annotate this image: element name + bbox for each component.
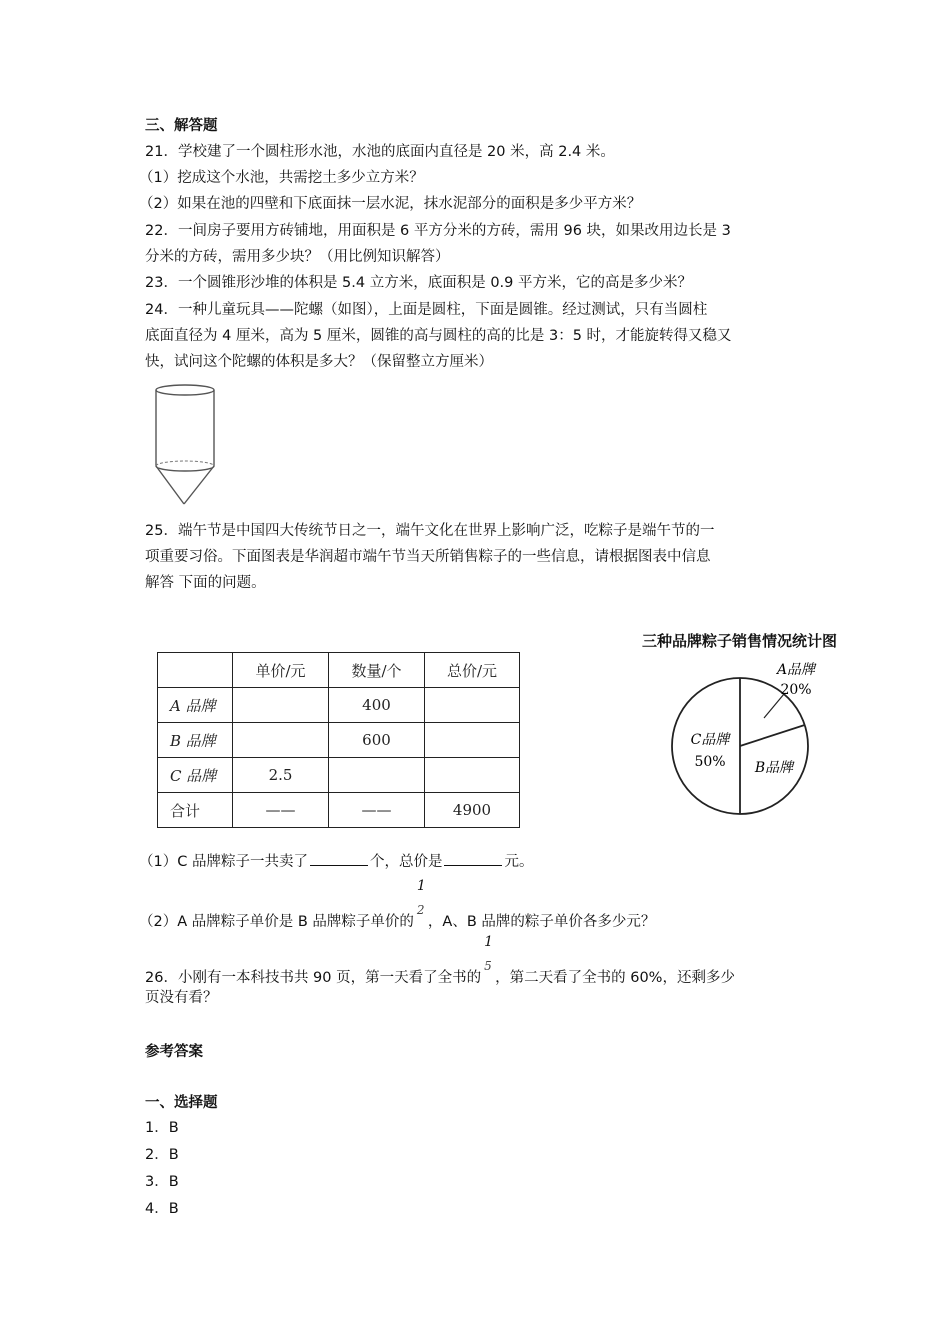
q26-text-a: 26．小刚有一本科技书共 90 页，第一天看了全书的 xyxy=(145,970,482,986)
fraction-numerator: 1 xyxy=(484,934,494,950)
fraction-denominator: 5 xyxy=(484,959,492,973)
question-26-line-2: 页没有看？ xyxy=(145,990,218,1006)
answers-section-heading: 一、选择题 xyxy=(145,1095,218,1111)
table-cell: 400 xyxy=(329,688,425,723)
question-22-line-2: 分米的方砖，需用多少块？（用比例知识解答） xyxy=(145,249,450,265)
question-25-part-2 xyxy=(139,878,656,932)
answer-item: 3．B xyxy=(145,1174,179,1190)
q26-text-b: ，第二天看了全书的 60%，还剩多少 xyxy=(495,970,735,986)
table-row xyxy=(158,758,520,793)
table-cell xyxy=(233,688,329,723)
table-header-row xyxy=(158,653,520,688)
answer-blank-total[interactable] xyxy=(444,851,502,866)
slice-label-a: A品牌 xyxy=(776,662,816,678)
fraction-one-fifth xyxy=(481,934,495,982)
table-cell xyxy=(425,723,520,758)
slice-pct-a: 20% xyxy=(780,682,812,698)
answer-blank-count[interactable] xyxy=(310,851,368,866)
table-header-cell xyxy=(158,653,233,688)
table-row xyxy=(158,793,520,828)
q25-part2-text-b: ，A、B 品牌的粽子单价各多少元？ xyxy=(427,914,656,930)
table-cell xyxy=(233,723,329,758)
table-header-cell: 单价/元 xyxy=(233,653,329,688)
table-header-cell: 数量/个 xyxy=(329,653,425,688)
table-cell: —— xyxy=(329,793,425,828)
question-25-line-1: 25．端午节是中国四大传统节日之一，端午文化在世界上影响广泛，吃粽子是端午节的一 xyxy=(145,523,715,539)
table-row-label: A 品牌 xyxy=(158,688,233,723)
fraction-denominator: 2 xyxy=(416,903,425,917)
table-row-label: C 品牌 xyxy=(158,758,233,793)
question-25-part-1 xyxy=(139,851,533,872)
table-row xyxy=(158,688,520,723)
question-24-line-2: 底面直径为 4 厘米，高为 5 厘米，圆锥的高与圆柱的高的比是 3：5 时，才能旋转得又稳又 xyxy=(145,328,732,344)
question-25-line-3: 解答 下面的问题。 xyxy=(145,575,266,591)
question-25-line-2: 项重要习俗。下面图表是华润超市端午节当天所销售粽子的一些信息，请根据图表中信息 xyxy=(145,549,711,565)
table-row xyxy=(158,723,520,758)
table-cell xyxy=(425,758,520,793)
answers-title: 参考答案 xyxy=(145,1044,203,1060)
table-row-label: 合计 xyxy=(158,793,233,828)
question-24-line-3: 快，试问这个陀螺的体积是多大？（保留整立方厘米） xyxy=(145,354,493,370)
sales-table xyxy=(157,652,520,828)
q25-part1-text-a: （1）C 品牌粽子一共卖了 xyxy=(139,854,308,870)
spinning-top-figure xyxy=(150,382,220,508)
section-heading: 三、解答题 xyxy=(145,118,218,134)
fraction-numerator: 1 xyxy=(416,878,426,894)
question-21: 21．学校建了一个圆柱形水池，水池的底面内直径是 20 米，高 2.4 米。 xyxy=(145,144,615,160)
answer-item: 2．B xyxy=(145,1147,179,1163)
table-cell xyxy=(425,688,520,723)
question-24-line-1: 24．一种儿童玩具——陀螺（如图），上面是圆柱，下面是圆锥。经过测试，只有当圆柱 xyxy=(145,302,708,318)
q25-part2-text-a: （2）A 品牌粽子单价是 B 品牌粽子单价的 xyxy=(139,914,414,930)
table-cell: 4900 xyxy=(425,793,520,828)
answer-item: 1．B xyxy=(145,1120,179,1136)
slice-label-c: C品牌 xyxy=(690,732,730,748)
pie-chart-title: 三种品牌粽子销售情况统计图 xyxy=(642,632,838,650)
table-cell: 2.5 xyxy=(233,758,329,793)
q25-part1-text-c: 元。 xyxy=(504,854,534,870)
table-row-label: B 品牌 xyxy=(158,723,233,758)
question-21-part-1: （1）挖成这个水池，共需挖土多少立方米？ xyxy=(139,170,424,186)
pie-slice-boundary-B品牌 xyxy=(740,725,805,746)
answer-item: 4．B xyxy=(145,1201,179,1217)
pie-chart xyxy=(664,650,834,822)
question-26-line-1 xyxy=(145,934,735,988)
slice-label-b: B品牌 xyxy=(754,760,794,776)
table-header-cell: 总价/元 xyxy=(425,653,520,688)
question-22-line-1: 22．一间房子要用方砖铺地，用面积是 6 平方分米的方砖，需用 96 块，如果改用边长是 3 xyxy=(145,223,731,239)
table-cell: 600 xyxy=(329,723,425,758)
question-21-part-2: （2）如果在池的四壁和下底面抹一层水泥，抹水泥部分的面积是多少平方米？ xyxy=(139,196,642,212)
table-cell xyxy=(329,758,425,793)
fraction-one-half xyxy=(414,878,428,926)
slice-pct-c: 50% xyxy=(694,754,726,770)
question-23: 23．一个圆锥形沙堆的体积是 5.4 立方米，底面积是 0.9 平方米，它的高是多少米？ xyxy=(145,275,693,291)
table-cell: —— xyxy=(233,793,329,828)
q25-part1-text-b: 个，总价是 xyxy=(369,854,443,870)
